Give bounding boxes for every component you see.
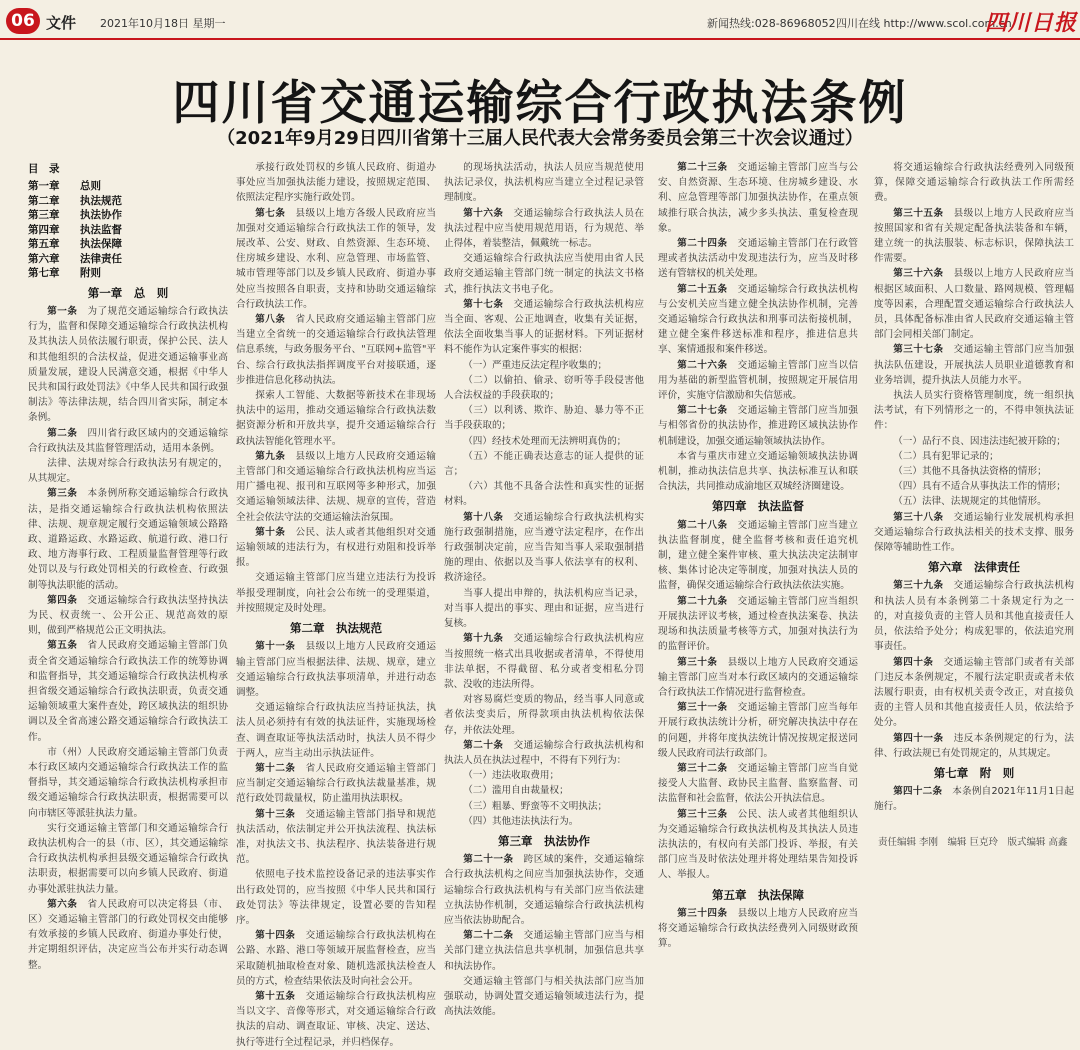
chapter-heading: 第一章 总 则 — [87, 285, 169, 300]
article-paragraph — [444, 692, 644, 738]
article-paragraph — [658, 403, 858, 449]
article-text: 交通运输行业发展机构承担交通运输综合行政执法相关的技术支撑、服务保障等辅助性工作。 — [874, 511, 1075, 554]
article-text: 交通运输主管部门应当与公安、自然资源、生态环境、住房城乡建设、水利、应急管理等部门加强执法协作，在重点领域推行联合执法，减少多头执法、重复检查现象。 — [658, 162, 859, 234]
toc-chapter-number: 第四章 — [28, 223, 60, 236]
article-number: 第十三条 — [255, 808, 296, 820]
article-text: （三）以利诱、欺诈、胁迫、暴力等不正当手段获取的； — [444, 405, 644, 432]
article-text: （四）经技术处理而无法辨明真伪的； — [463, 435, 627, 447]
list-item — [874, 494, 1074, 509]
article-paragraph — [874, 266, 1074, 342]
column-4 — [658, 160, 859, 950]
article-text: （一）严重违反法定程序收集的； — [463, 359, 608, 371]
article-text: 实行交通运输主管部门和交通运输综合行政执法机构合一的县（市、区），其交通运输综合行政执法机构承担县级交通运输综合行政执法职责，根据需要可以向乡镇人民政府、街道办事处派驻执法力量。 — [28, 822, 228, 895]
article-text: 探索人工智能、大数据等新技术在非现场执法中的运用，推动交通运输综合行政执法数据资源分析和开放共享，提升交通运输综合行政执法智能化管理水平。 — [236, 390, 436, 447]
article-number: 第二十三条 — [677, 162, 728, 173]
article-number: 第二十二条 — [463, 930, 514, 942]
table-of-contents — [28, 162, 228, 281]
article-number: 第十四条 — [255, 930, 296, 942]
article-paragraph — [236, 928, 436, 989]
article-text: （二）滥用自由裁量权； — [463, 785, 569, 797]
page-title: 四川省交通运输综合行政执法条例 — [172, 76, 908, 131]
toc-item[interactable] — [28, 194, 228, 209]
page-number-badge: 06 — [6, 8, 40, 34]
article-number: 第二条 — [47, 427, 78, 439]
toc-chapter-title: 执法协作 — [80, 209, 122, 222]
article-number: 第二十四条 — [677, 238, 728, 250]
article-paragraph — [658, 700, 858, 761]
article-paragraph — [28, 897, 228, 973]
article-paragraph — [874, 160, 1074, 206]
article-text: 当事人提出申辩的，执法机构应当记录，对当事人提出的事实、理由和证据，应当进行复核。 — [444, 587, 644, 630]
article-paragraph — [28, 821, 228, 897]
toc-heading: 目 录 — [28, 163, 60, 175]
article-paragraph — [236, 525, 436, 571]
article-number: 第二十六条 — [677, 359, 728, 371]
article-paragraph — [658, 655, 858, 701]
article-text: 交通运输主管部门指导和规范执法活动，依法制定并公开执法流程、执法标准，对执法文书、执法程序、执法装备进行规范。 — [236, 808, 437, 866]
toc-item[interactable] — [28, 252, 228, 267]
article-text: 省人民政府交通运输主管部门负责全省交通运输综合行政执法工作的统筹协调和监督指导，其交通运输综合行政执法机构承担省级交通运输综合行政执法职责，负责交通运输领域重大案件查处，跨区域执法的组织协调以及全省高速公路交通运输综合行政执法工作。 — [28, 640, 229, 743]
article-text: 交通运输主管部门应当与相关部门建立执法信息共享机制，加强信息共享和执法协作。 — [444, 930, 645, 972]
chapter-heading: 第六章 法律责任 — [928, 560, 1020, 575]
toc-item[interactable] — [28, 266, 228, 281]
article-text: 跨区域的案件，交通运输综合行政执法机构之间应当加强执法协作，交通运输综合行政执法机构与有关部门应当依法建立执法协作机制，交通运输综合行政执法机构应当依法协助配合。 — [444, 854, 645, 926]
article-number: 第三十一条 — [677, 702, 728, 714]
list-item — [444, 814, 644, 829]
article-paragraph — [658, 282, 858, 358]
article-text: 本省与重庆市建立交通运输领域执法协调机制，推动执法信息共享、执法标准互认和联合执法，共同推动成渝地区双城经济圈建设。 — [658, 450, 858, 493]
page-header — [0, 0, 1080, 36]
article-number: 第三十七条 — [893, 344, 944, 356]
article-number: 第十二条 — [255, 762, 296, 774]
article-paragraph — [28, 426, 228, 456]
article-text: （三）其他不具备执法资格的情形； — [893, 466, 1047, 478]
article-number: 第二十条 — [463, 739, 504, 751]
article-text: 县级以上地方各级人民政府应当加强对交通运输综合行政执法工作的领导，发展改革、公安、财政、自然资源、生态环境、住房城乡建设、水利、应急管理、市场监管、城市管理等部门以及乡镇人民政府、街道办事处应当按照各自职责，支持和协助交通运输综合行政执法工作。 — [236, 207, 437, 310]
toc-chapter-title: 法律责任 — [80, 252, 122, 265]
article-text: 省人民政府交通运输主管部门应当制定交通运输综合行政执法裁量基准，规范行政处罚裁量权，防止滥用执法职权。 — [236, 762, 437, 805]
website-link[interactable]: 四川在线 http://www.scol.com.cn — [836, 17, 1012, 30]
article-text: 交通运输综合行政执法机构应当以文字、音像等形式，对交通运输综合行政执法的启动、调查取证、审核、决定、送达、执行等进行全过程记录，并归档保存。 — [236, 990, 437, 1048]
article-paragraph — [874, 342, 1074, 388]
list-item — [444, 799, 644, 814]
article-paragraph — [236, 388, 436, 449]
article-number: 第二十七条 — [677, 405, 728, 417]
article-text: 县级以上地方人民政府应当根据区域面积、人口数量、路网规模、管理幅度等因素，合理配置交通运输综合行政执法人员，具体配备标准由省人民政府交通运输主管部门会同相关部门制定。 — [874, 268, 1075, 341]
article-number: 第三十条 — [677, 656, 718, 668]
article-text: （一）品行不良、因违法违纪被开除的； — [893, 435, 1066, 447]
article-paragraph — [444, 928, 644, 974]
article-number: 第三条 — [47, 488, 78, 500]
article-text: 交通运输综合行政执法人员在执法过程中应当使用规范用语，行为规范、举止得体，着装整洁，佩戴统一标志。 — [444, 207, 645, 250]
article-text: 省人民政府交通运输主管部门应当建立全省统一的交通运输综合行政执法管理信息系统，与政务服务平台、"互联网+监管"平台、综合行政执法指挥调度平台对接联通，逐步推进信息化移动执法。 — [236, 314, 437, 386]
article-paragraph — [658, 160, 858, 236]
article-text: 交通运输主管部门应当加强与相邻省份的执法协作，推进跨区域执法协作机制建设，加强交通运输领域执法协作。 — [658, 405, 859, 447]
article-text: 交通运输主管部门应当自觉接受人大监督、政协民主监督、监察监督、司法监督和社会监督，依法公开执法信息。 — [658, 762, 859, 805]
article-text: 依照电子技术监控设备记录的违法事实作出行政处罚的，应当按照《中华人民共和国行政处罚法》等法律规定，设置必要的告知程序。 — [236, 869, 436, 926]
article-paragraph — [444, 974, 644, 1020]
article-paragraph — [658, 807, 858, 883]
article-text: 交通运输主管部门应当每年开展行政执法统计分析，研究解决执法中存在的问题，并将年度执法统计情况按规定报送同级人民政府司法行政部门。 — [658, 702, 859, 759]
article-paragraph — [28, 486, 228, 592]
article-paragraph — [658, 906, 858, 952]
toc-chapter-title: 执法规范 — [80, 194, 122, 207]
article-number: 第三十三条 — [677, 808, 728, 820]
article-text: 公民、法人或者其他组织认为交通运输综合行政执法机构及其执法人员违法执法的，有权向有关部门投诉、举报，有关部门应当及时依法处理并将处理结果告知投诉人、举报人。 — [658, 808, 859, 881]
article-text: 法律、法规对综合行政执法另有规定的，从其规定。 — [28, 457, 228, 485]
article-paragraph — [236, 867, 436, 928]
list-item — [444, 358, 644, 373]
article-text: （三）粗暴、野蛮等不文明执法； — [463, 800, 608, 812]
article-text: 公民、法人或者其他组织对交通运输领域的违法行为，有权进行劝阻和投诉举报。 — [236, 526, 437, 569]
article-text: 交通运输综合行政执法机构与公安机关应当建立健全执法协作机制，完善交通运输综合行政执法和刑事司法衔接机制，建立健全案件移送标准和程序，推进信息共享、案情通报和案件移送。 — [658, 283, 859, 356]
article-paragraph — [236, 206, 436, 312]
article-paragraph — [444, 631, 644, 692]
toc-item[interactable] — [28, 208, 228, 223]
article-text: 交通运输主管部门应当组织开展执法评议考核，通过检查执法案卷、执法现场和执法质量考核等方式，加强对执法行为的监督评价。 — [658, 595, 859, 653]
chapter-heading: 第七章 附 则 — [933, 765, 1015, 780]
toc-chapter-number: 第六章 — [28, 252, 60, 265]
article-paragraph — [236, 989, 436, 1050]
article-paragraph — [444, 206, 644, 252]
article-text: 县级以上地方人民政府交通运输主管部门应当根据法律、法规、规章，建立交通运输综合行政执法事项清单，并进行动态调整。 — [236, 641, 437, 698]
article-number: 第十八条 — [463, 511, 504, 523]
article-paragraph — [28, 593, 228, 639]
article-number: 第三十二条 — [677, 762, 728, 774]
toc-item[interactable] — [28, 237, 228, 252]
article-paragraph — [658, 449, 858, 495]
article-paragraph — [28, 456, 228, 486]
article-paragraph — [874, 731, 1074, 761]
column-1 — [28, 160, 229, 971]
article-number: 第十一条 — [255, 641, 296, 653]
list-item — [444, 768, 644, 783]
article-text: 四川省行政区域内的交通运输综合行政执法及其监督管理活动，适用本条例。 — [28, 427, 229, 454]
article-text: 交通运输综合行政执法应当使用由省人民政府交通运输主管部门统一制定的执法文书格式，推行执法文书电子化。 — [444, 253, 644, 295]
article-text: 交通运输主管部门与相关执法部门应当加强联动，协调处置交通运输领域违法行为，提高执法效能。 — [444, 975, 644, 1018]
article-text: （六）其他不具备合法性和真实性的证据材料。 — [444, 481, 644, 508]
article-paragraph — [874, 578, 1074, 654]
toc-chapter-number: 第三章 — [28, 209, 60, 222]
page-subtitle: （2021年9月29日四川省第十三届人民代表大会常务委员会第三十次会议通过） — [217, 128, 863, 149]
article-paragraph — [236, 807, 436, 868]
chapter-heading: 第四章 执法监督 — [712, 499, 804, 514]
article-text: 县级以上地方人民政府应当将交通运输综合行政执法经费列入同级财政预算。 — [658, 907, 859, 950]
article-number: 第五条 — [47, 640, 78, 652]
article-text: 交通运输综合行政执法坚持执法为民、权责统一、公开公正、规范高效的原则，做到严格规范公正文明执法。 — [28, 594, 229, 637]
article-text: 本条例自2021年11月1日起施行。 — [874, 786, 1075, 813]
article-number: 第四条 — [47, 594, 78, 606]
article-number: 第四十条 — [893, 656, 934, 668]
article-number: 第二十八条 — [677, 519, 728, 531]
toc-chapter-number: 第五章 — [28, 238, 60, 251]
article-text: 交通运输主管部门应当加强执法队伍建设，开展执法人员职业道德教育和业务培训，提升执法人员能力水平。 — [874, 344, 1075, 386]
article-paragraph — [236, 570, 436, 616]
article-text: 承接行政处罚权的乡镇人民政府、街道办事处应当加强执法能力建设，按照规定范围、依照法定程序实施行政处罚。 — [236, 162, 436, 204]
article-text: 的现场执法活动，执法人员应当规范使用执法记录仪，执法机构应当建立全过程记录管理制度。 — [444, 162, 644, 204]
article-paragraph — [444, 160, 644, 206]
chapter-heading: 第二章 执法规范 — [290, 621, 382, 636]
column-5 — [874, 160, 1074, 816]
article-text: 交通运输主管部门或者有关部门违反本条例规定，不履行法定职责或者未依法履行职责，由有权机关责令改正，对直接负责的主管人员和其他直接责任人员，依法给予处分。 — [874, 656, 1075, 729]
article-text: 违反本条例规定的行为，法律、行政法规已有处罚规定的，从其规定。 — [874, 732, 1075, 759]
article-paragraph — [874, 784, 1074, 814]
article-paragraph — [658, 358, 858, 404]
article-number: 第八条 — [255, 314, 286, 326]
chapter-heading: 第三章 执法协作 — [498, 833, 590, 848]
article-text: 市（州）人民政府交通运输主管部门负责本行政区域内交通运输综合行政执法工作的监督指导，其交通运输综合行政执法机构承担市级交通运输综合行政执法职责，根据需要可以向市辖区等派驻执法力量。 — [28, 746, 228, 819]
article-number: 第七条 — [255, 207, 286, 219]
article-number: 第二十五条 — [677, 283, 728, 295]
article-text: 县级以上地方人民政府交通运输主管部门和交通运输综合行政执法机构应当运用广播电视、报刊和互联网等多种形式，加强交通运输领域法律、法规、规章的宣传，营造全社会依法守法的交通运输法治氛围。 — [236, 450, 437, 523]
list-item — [444, 479, 644, 509]
article-text: 交通运输综合行政执法应当持证执法，执法人员必须持有有效的执法证件，实施现场检查、调查取证等执法活动时，执法人员不得少于两人，应当主动出示执法证件。 — [236, 702, 436, 759]
article-number: 第九条 — [255, 450, 286, 462]
list-item — [444, 783, 644, 798]
column-3 — [444, 160, 645, 1018]
list-item — [444, 434, 644, 449]
article-number: 第三十四条 — [677, 907, 728, 919]
article-text: 交通运输主管部门应当以信用为基础的新型监管机制，按照规定开展信用评价，实施守信激励和失信惩戒。 — [658, 359, 859, 402]
article-paragraph — [444, 297, 644, 358]
article-text: （二）以偷拍、偷录、窃听等手段侵害他人合法权益的手段获取的； — [444, 374, 644, 402]
article-paragraph — [874, 510, 1074, 556]
article-paragraph — [28, 304, 228, 426]
article-paragraph — [874, 388, 1074, 434]
article-text: 交通运输主管部门应当建立违法行为投诉举报受理制度，向社会公布统一的受理渠道，并按照规定及时处理。 — [236, 572, 436, 614]
article-text: （四）具有不适合从事执法工作的情形； — [893, 481, 1066, 493]
article-number: 第二十一条 — [463, 854, 514, 866]
article-paragraph — [236, 312, 436, 388]
section-name: 文件 — [46, 14, 77, 32]
toc-chapter-title: 执法监督 — [80, 223, 122, 236]
toc-chapter-number: 第一章 — [28, 180, 60, 193]
article-paragraph — [236, 449, 436, 525]
article-number: 第二十九条 — [677, 595, 728, 607]
article-text: 县级以上地方人民政府应当按照国家和省有关规定配备执法装备和车辆，建立统一的执法服装、标志标识，保障执法工作需要。 — [874, 207, 1075, 265]
article-text: 交通运输综合行政执法机构应当全面、客观、公正地调查，收集有关证据，依法全面收集当事人的证据材料。下列证据材料不能作为认定案件事实的根据： — [444, 298, 645, 356]
article-text: 交通运输综合行政执法机构和执法人员有本条例第二十条规定行为之一的，对直接负责的主管人员和其他直接责任人员，依法给予处分；构成犯罪的，依法追究刑事责任。 — [874, 580, 1075, 653]
toc-chapter-number: 第七章 — [28, 267, 60, 280]
article-paragraph — [28, 638, 228, 744]
list-item — [874, 479, 1074, 494]
article-number: 第三十五条 — [893, 207, 944, 219]
toc-chapter-title: 执法保障 — [80, 238, 122, 251]
article-paragraph — [236, 761, 436, 807]
article-paragraph — [658, 236, 858, 282]
article-paragraph — [658, 594, 858, 655]
list-item — [874, 434, 1074, 449]
editor-credits: 责任编辑 李刚 编辑 巨克玲 版式编辑 高鑫 — [878, 837, 1068, 848]
article-number: 第十五条 — [255, 990, 296, 1002]
column-2 — [236, 160, 437, 1048]
article-number: 第一条 — [47, 305, 78, 317]
toc-chapter-title: 附则 — [80, 267, 101, 280]
article-text: 县级以上地方人民政府交通运输主管部门应当对本行政区域内的交通运输综合行政执法工作情况进行监督检查。 — [658, 656, 859, 698]
article-paragraph — [874, 206, 1074, 267]
article-paragraph — [28, 745, 228, 821]
newspaper-logo: 四川日报 — [985, 10, 1078, 36]
news-hotline: 新闻热线:028-86968052 — [707, 17, 836, 30]
article-paragraph — [658, 761, 858, 807]
issue-date: 2021年10月18日 星期一 — [100, 17, 226, 30]
article-number: 第三十九条 — [893, 580, 944, 592]
article-paragraph — [444, 510, 644, 586]
toc-item[interactable] — [28, 223, 228, 238]
toc-item[interactable] — [28, 179, 228, 194]
list-item — [444, 449, 644, 479]
article-text: 对容易腐烂变质的物品，经当事人同意或者依法变卖后，所得款项由执法机构依法保存，并依法处理。 — [444, 694, 644, 736]
list-item — [874, 449, 1074, 464]
article-paragraph — [444, 586, 644, 632]
article-number: 第十九条 — [463, 633, 504, 645]
article-paragraph — [444, 251, 644, 297]
article-text: 省人民政府可以决定将县（市、区）交通运输主管部门的行政处罚权交由能够有效承接的乡镇人民政府、街道办事处行使，并定期组织评估，决定应当公布并实行动态调整。 — [28, 898, 229, 971]
article-paragraph — [874, 655, 1074, 731]
chapter-heading: 第五章 执法保障 — [712, 887, 804, 902]
article-paragraph — [236, 639, 436, 700]
article-number: 第十七条 — [463, 298, 504, 310]
article-text: （一）违法收取费用； — [463, 770, 560, 782]
article-paragraph — [236, 700, 436, 761]
article-text: 将交通运输综合行政执法经费列入同级预算，保障交通运输综合行政执法工作所需经费。 — [874, 162, 1074, 204]
toc-chapter-number: 第二章 — [28, 194, 60, 207]
article-text: （四）其他违法执法行为。 — [463, 815, 579, 827]
article-number: 第十六条 — [463, 207, 504, 219]
article-text: 为了规范交通运输综合行政执法行为，监督和保障交通运输综合行政执法机构及其执法人员依法履行职责，保护公民、法人和其他组织的合法权益，促进交通运输事业高质量发展，建设人民满意交通，根据《中华人民共和国行政处罚法》《中华人民共和国行政强制法》等法律法规，结合四川省实际，制定本条例。 — [28, 305, 229, 424]
article-number: 第三十八条 — [893, 511, 944, 523]
article-text: 本条例所称交通运输综合行政执法，是指交通运输综合行政执法机构依照法律、法规、规章规定履行交通运输领域公路路政、道路运政、水路运政、航道行政、港口行政、地方海事行政、工程质量监督管理等行政处罚以及与行政处罚相关的行政检查、行政强制等执法职能的活动。 — [28, 488, 229, 591]
toc-chapter-title: 总则 — [80, 180, 101, 193]
article-text: 交通运输主管部门在行政管理或者执法活动中发现违法行为，应当及时移送有管辖权的机关处理。 — [658, 238, 859, 280]
article-text: 交通运输综合行政执法机构在公路、水路、港口等领域开展监督检查，应当采取随机抽取检查对象、随机选派执法检查人员的方式，检查结果依法及时向社会公开。 — [236, 930, 437, 987]
list-item — [874, 464, 1074, 479]
header-divider — [0, 38, 1080, 40]
article-text: 交通运输综合行政执法机构和执法人员在执法过程中，不得有下列行为： — [444, 739, 645, 766]
article-text: 交通运输主管部门应当建立执法监督制度，健全监督考核和责任追究机制，建立健全案件审核、重大执法决定法制审核、集体讨论决定等制度，加强对执法人员的监督，确保交通运输综合行政执法依法实施。 — [658, 519, 859, 592]
article-text: 执法人员实行资格管理制度，统一组织执法考试，有下列情形之一的，不得申领执法证件： — [874, 390, 1074, 432]
article-number: 第四十一条 — [893, 732, 944, 744]
article-text: 交通运输综合行政执法机构应当按照统一格式出具收据或者清单，不得使用非法单据，不得截留、私分或者变相私分罚款、没收的违法所得。 — [444, 633, 645, 690]
article-number: 第六条 — [47, 898, 78, 910]
article-paragraph — [236, 160, 436, 206]
article-text: （二）具有犯罪记录的； — [893, 450, 999, 462]
article-text: （五）法律、法规规定的其他情形。 — [893, 496, 1047, 508]
article-paragraph — [444, 738, 644, 768]
article-paragraph — [658, 518, 858, 594]
article-text: 交通运输综合行政执法机构实施行政强制措施，应当遵守法定程序，在作出行政强制决定前，应当告知当事人采取强制措施的理由、依据以及当事人依法享有的权利、救济途径。 — [444, 511, 645, 584]
article-number: 第十条 — [255, 526, 286, 538]
article-number: 第四十二条 — [893, 786, 943, 798]
list-item — [444, 403, 644, 433]
article-text: （五）不能正确表达意志的证人提供的证言； — [444, 450, 644, 478]
article-paragraph — [444, 852, 644, 928]
article-number: 第三十六条 — [893, 268, 944, 280]
list-item — [444, 373, 644, 403]
